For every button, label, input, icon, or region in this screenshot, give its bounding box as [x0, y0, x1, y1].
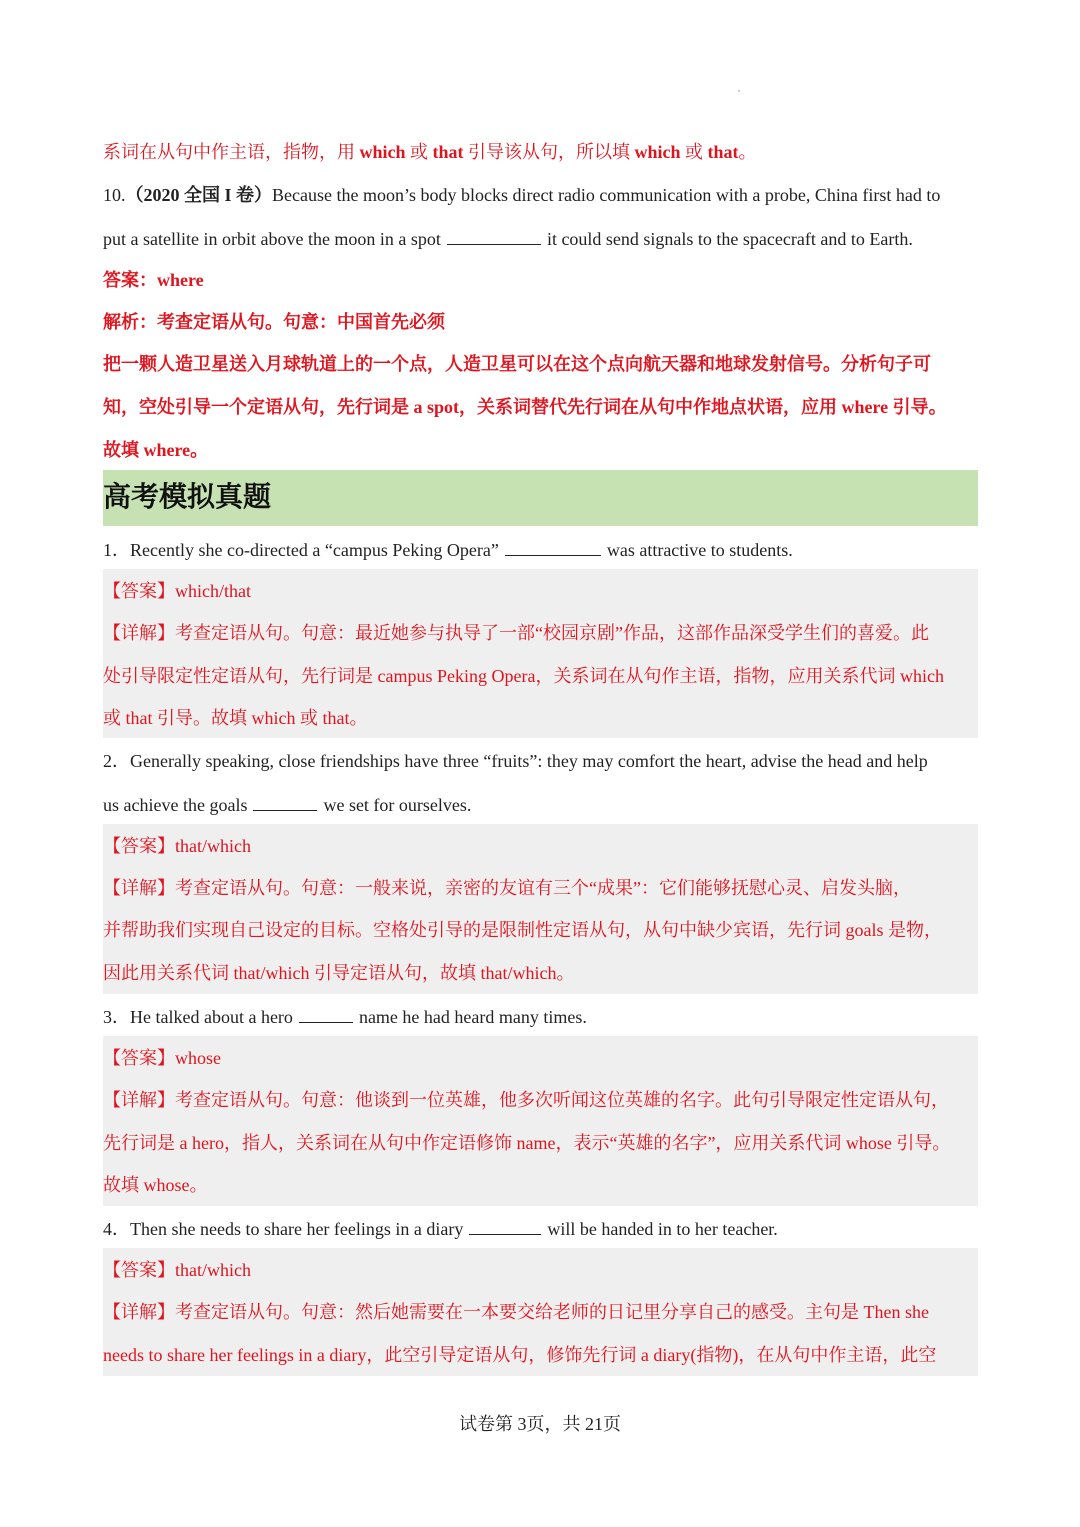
detail-text: 故填 whose。	[103, 1175, 208, 1195]
question-text: was attractive to students.	[606, 540, 793, 560]
question-text: 1．Recently she co-directed a “campus Peking Opera”	[103, 540, 499, 560]
intro-text: 系词在从句中作主语，指物，用	[103, 142, 360, 162]
page-footer: 试卷第 3页，共 21页	[459, 1414, 621, 1434]
intro-text: 或	[405, 142, 433, 162]
answer-blank	[447, 224, 541, 245]
answer-text: 【答案】which/that	[103, 581, 251, 601]
answer-text: 【答案】that/which	[103, 1260, 251, 1280]
question-text: put a satellite in orbit above the moon in a spot	[103, 229, 441, 249]
detail-text: 【详解】考查定语从句。句意：他谈到一位英雄，他多次听闻这位英雄的名字。此句引导限定性定语从句，	[103, 1090, 949, 1110]
q10-line-2	[103, 224, 978, 253]
intro-keyword: that	[707, 142, 739, 162]
answer-blank	[469, 1214, 541, 1235]
question-text: 4．Then she needs to share her feelings in a diary	[103, 1219, 464, 1239]
intro-keyword: which	[359, 142, 406, 162]
answer-blank	[299, 1002, 353, 1023]
detail-text: 【详解】考查定语从句。句意：最近她参与执导了一部“校园京剧”作品，这部作品深受学生们的喜爱。此	[103, 623, 929, 643]
scan-dot	[738, 90, 740, 92]
answer-text: 【答案】whose	[103, 1048, 221, 1068]
detail-text: 或 that 引导。故填 which 或 that。	[103, 708, 368, 728]
question-3	[103, 1002, 978, 1031]
section-title: 高考模拟真题	[103, 482, 272, 513]
intro-keyword: that	[432, 142, 464, 162]
analysis-text: 把一颗人造卫星送入月球轨道上的一个点，人造卫星可以在这个点向航天器和地球发射信号。分析句子可	[103, 354, 931, 374]
question-text: it could send signals to the spacecraft and to Earth.	[546, 229, 913, 249]
analysis-text: 知，空处引导一个定语从句，先行词是 a spot，关系词替代先行词在从句中作地点状语，应用 where 引导。	[103, 397, 947, 417]
intro-text: 或	[680, 142, 708, 162]
section-header	[103, 470, 978, 526]
answer-text: 【答案】that/which	[103, 836, 251, 856]
question-text: 3．He talked about a hero	[103, 1007, 293, 1027]
question-source: （2020 全国 I 卷）	[125, 185, 273, 205]
intro-text: 。	[738, 142, 757, 162]
detail-text: 并帮助我们实现自己设定的目标。空格处引导的是限制性定语从句，从句中缺少宾语，先行词 goals 是物，	[103, 920, 942, 940]
question-1	[103, 535, 978, 564]
detail-text: 先行词是 a hero，指人，关系词在从句中作定语修饰 name，表示“英雄的名字”，应用关系代词 whose 引导。	[103, 1133, 951, 1153]
answer-text: 答案：where	[103, 270, 204, 290]
question-text: will be handed in to her teacher.	[547, 1219, 778, 1239]
detail-text: 因此用关系代词 that/which 引导定语从句，故填 that/which。	[103, 963, 575, 983]
question-text: Because the moon’s body blocks direct radio communication with a probe, China first had to	[272, 185, 941, 205]
detail-text: 处引导限定性定语从句，先行词是 campus Peking Opera，关系词在从句作主语，指物，应用关系代词 which	[103, 666, 944, 686]
question-2-line-1: 2．Generally speaking, close friendships have three “fruits”: they may comfort the heart, advise the head and help	[103, 751, 928, 771]
answer-blank	[253, 790, 317, 811]
question-2-line-2	[103, 790, 978, 819]
analysis-text: 解析：考查定语从句。句意：中国首先必须	[103, 312, 445, 332]
detail-text: needs to share her feelings in a diary，此空引导定语从句，修饰先行词 a diary(指物)，在从句中作主语，此空	[103, 1345, 937, 1365]
analysis-text: 故填 where。	[103, 440, 209, 460]
question-text: we set for ourselves.	[323, 795, 472, 815]
intro-text: 引导该从句，所以填	[463, 142, 635, 162]
question-4	[103, 1214, 978, 1243]
intro-line	[103, 138, 978, 166]
answer-blank	[505, 535, 601, 556]
question-text: us achieve the goals	[103, 795, 248, 815]
q10-line-1	[103, 181, 978, 209]
intro-keyword: which	[634, 142, 681, 162]
detail-text: 【详解】考查定语从句。句意：然后她需要在一本要交给老师的日记里分享自己的感受。主句是 Then she	[103, 1302, 929, 1322]
detail-text: 【详解】考查定语从句。句意：一般来说，亲密的友谊有三个“成果”：它们能够抚慰心灵、启发头脑，	[103, 878, 911, 898]
question-number: 10.	[103, 185, 126, 205]
question-text: name he had heard many times.	[358, 1007, 587, 1027]
